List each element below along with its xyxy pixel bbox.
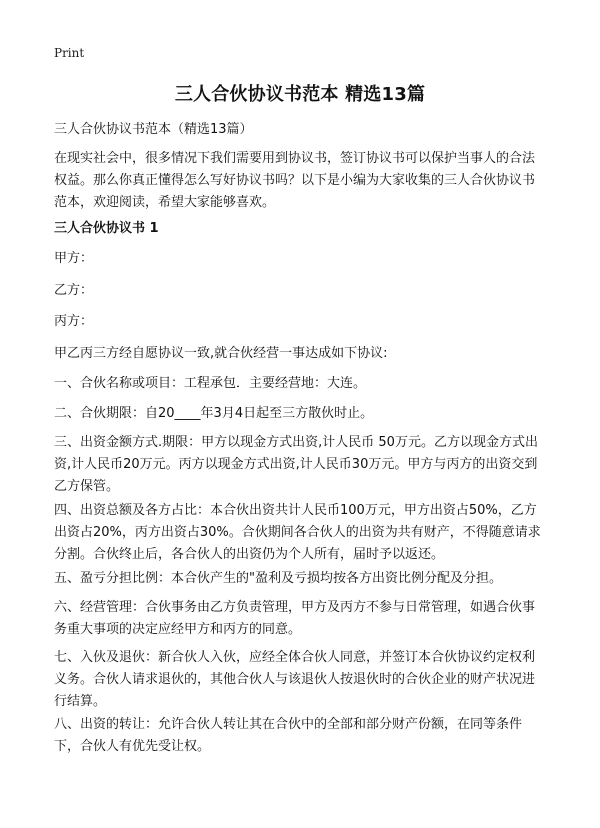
document-subtitle: 三人合伙协议书范本（精选13篇） [54,122,253,137]
clause-3: 三、出资金额方式.期限：甲方以现金方式出资,计人民币 50万元。乙方以现金方式出资,计人民币20万元。丙方以现金方式出资,计人民币30万元。甲方与丙方的出资交到乙方保管。 [54,435,538,494]
clause-4: 四、出资总额及各方占比：本合伙出资共计人民币100万元，甲方出资占50%，乙方出资占20%，丙方出资占30%。合伙期间各合伙人的出资为共有财产，不得随意请求分割。合伙终止后，各合伙人的出资仍为个人所有，届时予以返还。 [54,503,541,562]
clause-7: 七、入伙及退伙：新合伙人入伙，应经全体合伙人同意，并签订本合伙协议约定权利义务。合伙人请求退伙的，其他合伙人与该退伙人按退伙时的合伙企业的财产状况进行结算。 [54,650,536,709]
party-b-line: 乙方： [54,283,94,298]
section-heading: 三人合伙协议书 1 [54,221,159,236]
document-title: 三人合伙协议书范本 精选13篇 [174,84,426,105]
intro-paragraph: 在现实社会中，很多情况下我们需要用到协议书，签订协议书可以保护当事人的合法权益。那么你真正懂得怎么写好协议书吗？以下是小编为大家收集的三人合伙协议书范本，欢迎阅读，希望大家能够喜欢。 [54,151,536,210]
party-a-line: 甲方： [54,251,94,266]
clause-2: 二、合伙期限：自20____年3月4日起至三方散伙时止。 [54,406,374,421]
print-link[interactable]: Print [54,46,85,60]
clause-8: 八、出资的转让：允许合伙人转让其在合伙中的全部和部分财产份额，在同等条件下，合伙人有优先受让权。 [54,717,523,754]
clause-5: 五、盈亏分担比例：本合伙产生的"盈利及亏损均按各方出资比例分配及分担。 [54,571,502,586]
party-c-line: 丙方： [54,314,94,329]
preamble-paragraph: 甲乙丙三方经自愿协议一致,就合伙经营一事达成如下协议: [54,346,388,361]
clause-6: 六、经营管理：合伙事务由乙方负责管理，甲方及丙方不参与日常管理，如遇合伙事务重大事项的决定应经甲方和丙方的同意。 [54,600,536,637]
clause-1: 一、合伙名称或项目：工程承包．主要经营地：大连。 [54,376,367,391]
